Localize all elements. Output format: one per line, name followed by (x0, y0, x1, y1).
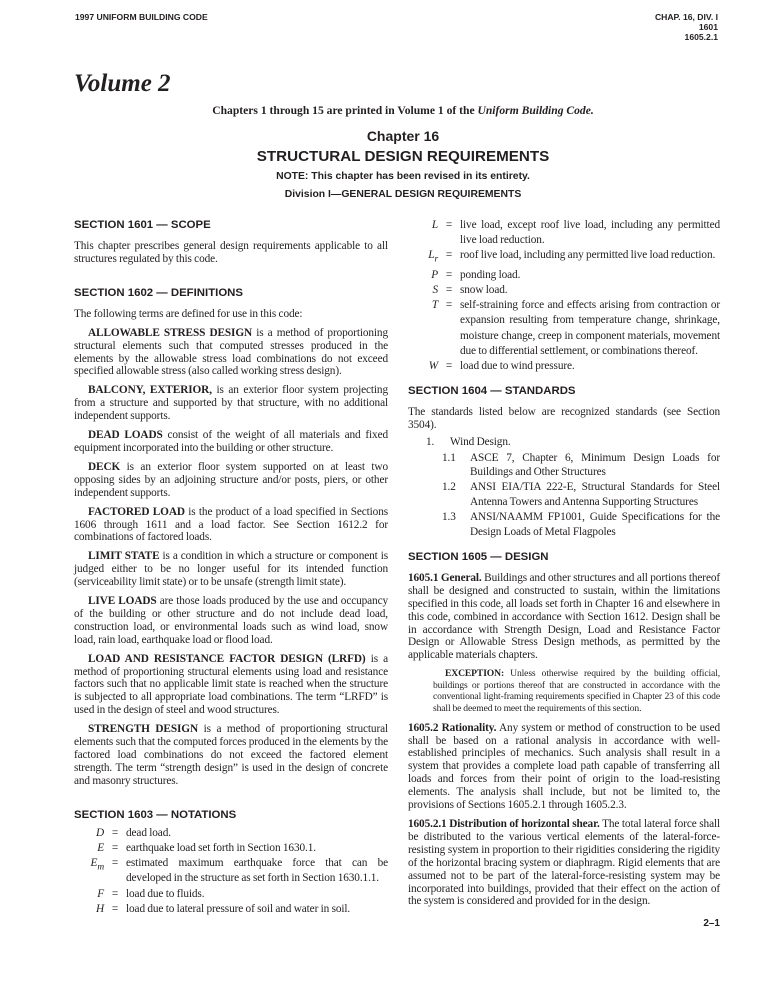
volume-title: Volume 2 (74, 70, 171, 97)
division-title: Division I—GENERAL DESIGN REQUIREMENTS (284, 189, 522, 200)
chapters-note-text: Chapters 1 through 15 are printed in Volume 1 of the (212, 104, 478, 117)
section-1603-heading: SECTION 1603 — NOTATIONS (74, 808, 237, 821)
notation-item: S = snow load. (432, 284, 508, 297)
chapter-number: Chapter 16 (366, 128, 440, 144)
notation-item: D = dead load. (95, 826, 171, 839)
running-header-left: 1997 UNIFORM BUILDING CODE (75, 12, 208, 22)
section-1604-heading: SECTION 1604 — STANDARDS (408, 385, 576, 398)
section-1601-text: This chapter prescribes general design requirements applicable to all structures regulated by this code. (74, 240, 388, 265)
definition: DEAD LOADS consist of the weight of all materials and fixed equipment incorporated into the building or other structure. (74, 429, 388, 454)
left-column (74, 218, 388, 917)
section-1601-heading: SECTION 1601 — SCOPE (74, 219, 211, 231)
section-1605-heading: SECTION 1605 — DESIGN (408, 550, 549, 563)
right-column (408, 218, 720, 931)
notation-item: E = earthquake load set forth in Section 1630.1. (97, 841, 316, 854)
notation-item: H = load due to lateral pressure of soil and water in soil. (95, 902, 351, 915)
notation-item: $L_r$ = roof live load, including any permitted live load reduction. (428, 249, 716, 265)
notation-item: P = ponding load. (431, 268, 521, 281)
exception-note: EXCEPTION: Unless otherwise required by the building official, buildings or portions thereof that are constructed in accordance with the conventional light-framing requirements specified in Chapter 23 of this code shall be deemed to meet the requirements of this section. (433, 668, 720, 715)
header-section-end: 1605.2.1 (684, 32, 718, 42)
standard-item: 1.3 ANSI/NAAMM FP1001, Guide Specifications for the Design Loads of Metal Flagpoles (442, 511, 720, 538)
header-chapter: CHAP. 16, DIV. I (654, 12, 718, 22)
definition: ALLOWABLE STRESS DESIGN is a method of proportioning structural elements such that computed stresses produced in the elements by the allowable stress load combinations do not exceed specified allowable stress (also called working stress design). (74, 326, 388, 378)
definition: LIMIT STATE is a condition in which a structure or component is judged either to be no longer useful for its intended function (serviceability limit state) or to be unsafe (strength limit state). (74, 550, 388, 589)
standard-item: 1.1 ASCE 7, Chapter 6, Minimum Design Loads for Buildings and Other Structures (442, 451, 720, 478)
header-section-start: 1601 (698, 22, 718, 32)
definition: LIVE LOADS are those loads produced by the use and occupancy of the building or other structure and do not include dead load, construction load, or environmental loads such as wind load, snow load, rain load, earthquake load or flood load. (74, 595, 389, 646)
chapter-note: NOTE: This chapter has been revised in its entirety. (276, 171, 530, 182)
notation-item: $E_m$ = estimated maximum earthquake force that can be developed in the structure as set forth in Section 1630.1.1. (90, 857, 388, 885)
definition: DECK is an exterior floor system supported on at least two opposing sides by an adjoining structure and/or posts, piers, or other independent supports. (74, 460, 388, 499)
chapters-note-italic: Uniform Building Code. (477, 104, 594, 117)
section-1602-heading: SECTION 1602 — DEFINITIONS (74, 286, 243, 299)
section-1605-2: 1605.2 Rationality. Any system or method of construction to be used shall be based on a rational analysis in accordance with well-established principles of mechanics. Such analysis shall result in a system that provides a complete load path capable of transferring all loads and forces from their point of origin to the load-resisting elements. The analysis shall include, but not be limited to, the provisions of Sections 1605.2.1 through 1605.2.3. (408, 721, 720, 812)
notation-item: T = self-straining force and effects arising from contraction or expansion resulting from temperature change, shrinkage, moisture change, creep in component materials, movement due to differential settlement, or combinations thereof. (431, 299, 720, 357)
section-1605-1: 1605.1 General. Buildings and other structures and all portions thereof shall be designed and constructed to sustain, within the limitations specified in this code, all loads set forth in Chapter 16 and elsewhere in this code, combined in accordance with Section 1612. Design shall be in accordance with Strength Design, Load and Resistance Factor Design or Allowable Stress Design methods, as permitted by the applicable materials chapters. (408, 571, 721, 662)
definitions-intro: The following terms are defined for use in this code: (74, 307, 303, 320)
standards-intro: The standards listed below are recognized standards (see Section 3504). (408, 406, 720, 432)
definition: LOAD AND RESISTANCE FACTOR DESIGN (LRFD) is a method of proportioning structural elements using load and resistance factors such that no applicable limit state is reached when the structure is subjected to all appropriate load combinations. The term “LRFD” is used in the design of steel and wood structures. (74, 652, 389, 717)
running-header-right (655, 12, 718, 42)
chapters-note (0, 104, 768, 117)
chapter-title: STRUCTURAL DESIGN REQUIREMENTS (256, 148, 550, 165)
standard-item: 1.2 ANSI EIA/TIA 222-E, Structural Standards for Steel Antenna Towers and Antenna Supporting Structures (442, 481, 720, 508)
notation-item: W = load due to wind pressure. (428, 360, 575, 373)
definition: FACTORED LOAD is the product of a load specified in Sections 1606 through 1611 and a load factor. See Section 1612.2 for combinations of factored loads. (74, 505, 389, 544)
standards-group: 1. Wind Design. (426, 436, 511, 449)
definition: BALCONY, EXTERIOR, is an exterior floor system projecting from a structure and supported by that structure, with no additional independent supports. (74, 384, 388, 423)
page-number: 2–1 (703, 918, 720, 930)
notation-item: L = live load, except roof live load, including any permitted live load reduction. (431, 219, 720, 247)
definition: STRENGTH DESIGN is a method of proportioning structural elements such that the computed forces produced in the elements by the factored load combinations do not exceed the factored element strength. The term “strength design” is used in the design of concrete and masonry structures. (74, 723, 388, 787)
section-1605-2-1: 1605.2.1 Distribution of horizontal shear. The total lateral force shall be distributed to the various vertical elements of the lateral-force-resisting system in proportion to their rigidities considering the rigidity of the horizontal bracing system or diaphragm. Rigid elements that are assumed not to be part of the lateral-force-resisting system may be incorporated into buildings, provided that their effect on the action of the system is considered and provided for in the design. (408, 818, 721, 908)
notation-item: F = load due to fluids. (97, 887, 205, 900)
